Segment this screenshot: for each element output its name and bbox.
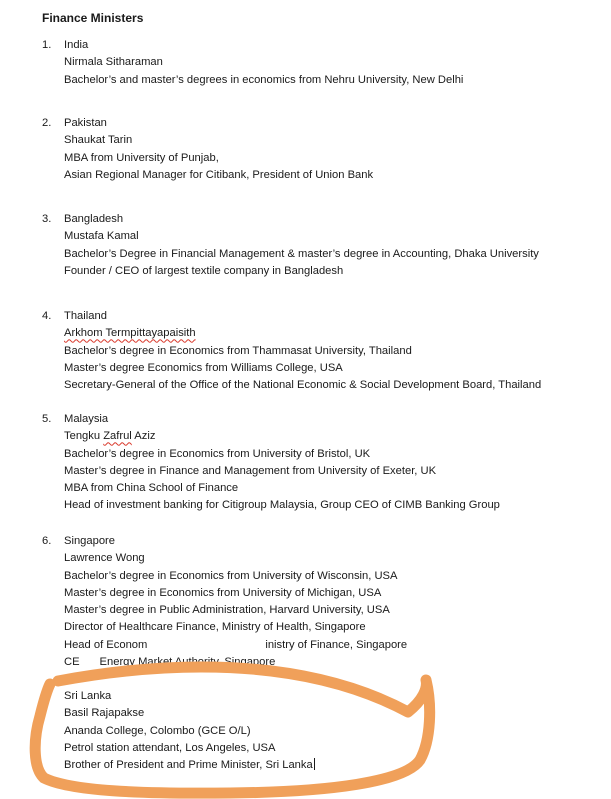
list-number: 4. [42,310,52,322]
detail-line: Bachelor’s degree in Economics from University of Wisconsin, USA [64,569,398,582]
detail-line: MBA from China School of Finance [64,482,239,495]
country-name: India [64,39,89,51]
detail-line: Director of Healthcare Finance, Ministry of Health, Singapore [64,621,366,634]
detail-line: Bachelor’s Degree in Financial Management & master’s degree in Accounting, Dhaka University [64,247,539,260]
minister-name: Mustafa Kamal [64,230,139,243]
list-number: 5. [42,413,52,425]
country-name: Pakistan [64,117,107,129]
text-cursor [314,758,315,770]
list-number: 6. [42,535,52,547]
text-fragment: Brother of President and Prime Minister, Sri Lanka [64,759,313,772]
detail-line: Master’s degree Economics from Williams College, USA [64,361,343,374]
detail-line: Bachelor’s degree in Economics from Thammasat University, Thailand [64,344,412,357]
minister-name: Lawrence Wong [64,552,145,565]
name-part: Aziz [131,430,156,443]
detail-line [64,757,604,774]
detail-line: Master’s degree in Public Administration, Harvard University, USA [64,604,390,617]
detail-line: Bachelor’s and master’s degrees in economics from Nehru University, New Delhi [64,73,464,86]
text-fragment: Head of Econom [64,638,148,651]
name-part: Tengku [64,430,104,443]
country-name: Sri Lanka [64,690,112,702]
detail-line: Bachelor’s degree in Economics from University of Bristol, UK [64,447,371,460]
detail-line: Master’s degree in Economics from University of Michigan, USA [64,586,382,599]
detail-line: Head of investment banking for Citigroup Malaysia, Group CEO of CIMB Banking Group [64,499,500,512]
country-name: Thailand [64,310,107,322]
minister-name [64,428,604,445]
minister-name [64,325,604,342]
spellcheck-flagged-word: Arkhom Termpittayapaisith [64,327,196,340]
detail-line-obscured [64,654,604,671]
list-number: 3. [42,213,52,225]
detail-line-obscured [64,637,604,654]
page-title: Finance Ministers [42,11,144,25]
detail-line: Petrol station attendant, Los Angeles, USA [64,741,276,754]
country-name: Singapore [64,535,116,547]
minister-name: Shaukat Tarin [64,134,133,147]
list-number: 2. [42,117,52,129]
detail-line: Ananda College, Colombo (GCE O/L) [64,724,251,737]
text-fragment: Energy Market Authority, Singapore [99,656,276,669]
text-fragment: CE [64,656,80,669]
detail-line: Secretary-General of the Office of the National Economic & Social Development Board, Thailand [64,379,542,392]
text-fragment: inistry of Finance, Singapore [265,638,408,651]
country-name: Malaysia [64,413,109,425]
country-name: Bangladesh [64,213,124,225]
detail-line: MBA from University of Punjab, [64,151,219,164]
spellcheck-flagged-word: Zafrul [103,430,132,443]
detail-line: Asian Regional Manager for Citibank, President of Union Bank [64,168,374,181]
minister-name: Basil Rajapakse [64,707,145,720]
list-number: 1. [42,39,52,51]
minister-name: Nirmala Sitharaman [64,56,163,69]
detail-line: Master’s degree in Finance and Management from University of Exeter, UK [64,464,437,477]
detail-line: Founder / CEO of largest textile company in Bangladesh [64,264,344,277]
